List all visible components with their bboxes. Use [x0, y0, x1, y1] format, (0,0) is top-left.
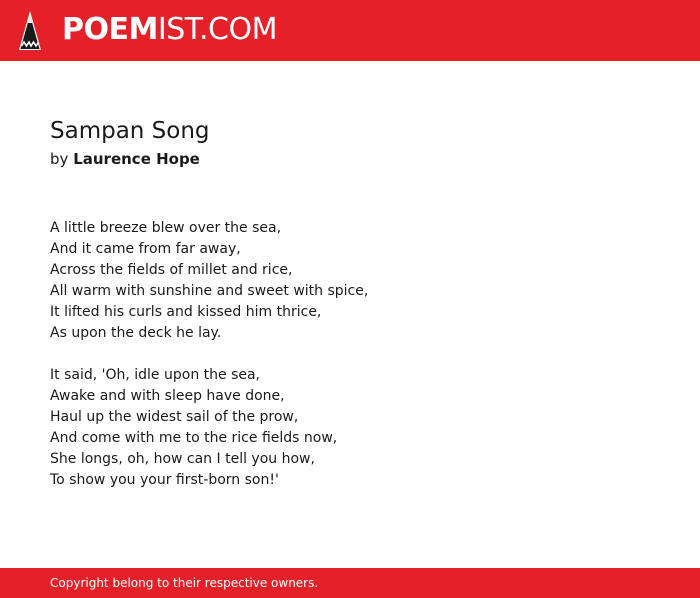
by-label: by: [50, 150, 69, 168]
pencil-icon[interactable]: [18, 10, 42, 52]
copyright-text: Copyright belong to their respective owners.: [50, 576, 319, 590]
site-header: [0, 0, 700, 61]
stanza: [50, 365, 650, 491]
stanza: [50, 218, 650, 344]
poem-line: A little breeze blew over the sea,: [50, 220, 282, 236]
poem-line: She longs, oh, how can I tell you how,: [50, 451, 315, 467]
poem-line: All warm with sunshine and sweet with spice,: [50, 283, 369, 299]
poem-line: As upon the deck he lay.: [50, 325, 222, 341]
poem-title: Sampan Song: [50, 118, 210, 144]
brand-bold-text: POEM: [62, 12, 158, 47]
poem-line: It said, 'Oh, idle upon the sea,: [50, 367, 260, 383]
poem-line: Haul up the widest sail of the prow,: [50, 409, 299, 425]
brand-light-text: IST.COM: [157, 12, 277, 47]
poem-line: Across the fields of millet and rice,: [50, 262, 293, 278]
poem-line: And come with me to the rice fields now,: [50, 430, 338, 446]
site-logo-link[interactable]: [62, 12, 277, 48]
poem-line: To show you your first-born son!': [50, 472, 279, 488]
poem-line: And it came from far away,: [50, 241, 241, 257]
site-footer: [0, 568, 700, 598]
poem-byline: [50, 148, 200, 170]
poem-line: Awake and with sleep have done,: [50, 388, 285, 404]
poem-line: It lifted his curls and kissed him thrice,: [50, 304, 322, 320]
author-name: Laurence Hope: [73, 150, 200, 168]
poem-body: [50, 218, 650, 512]
